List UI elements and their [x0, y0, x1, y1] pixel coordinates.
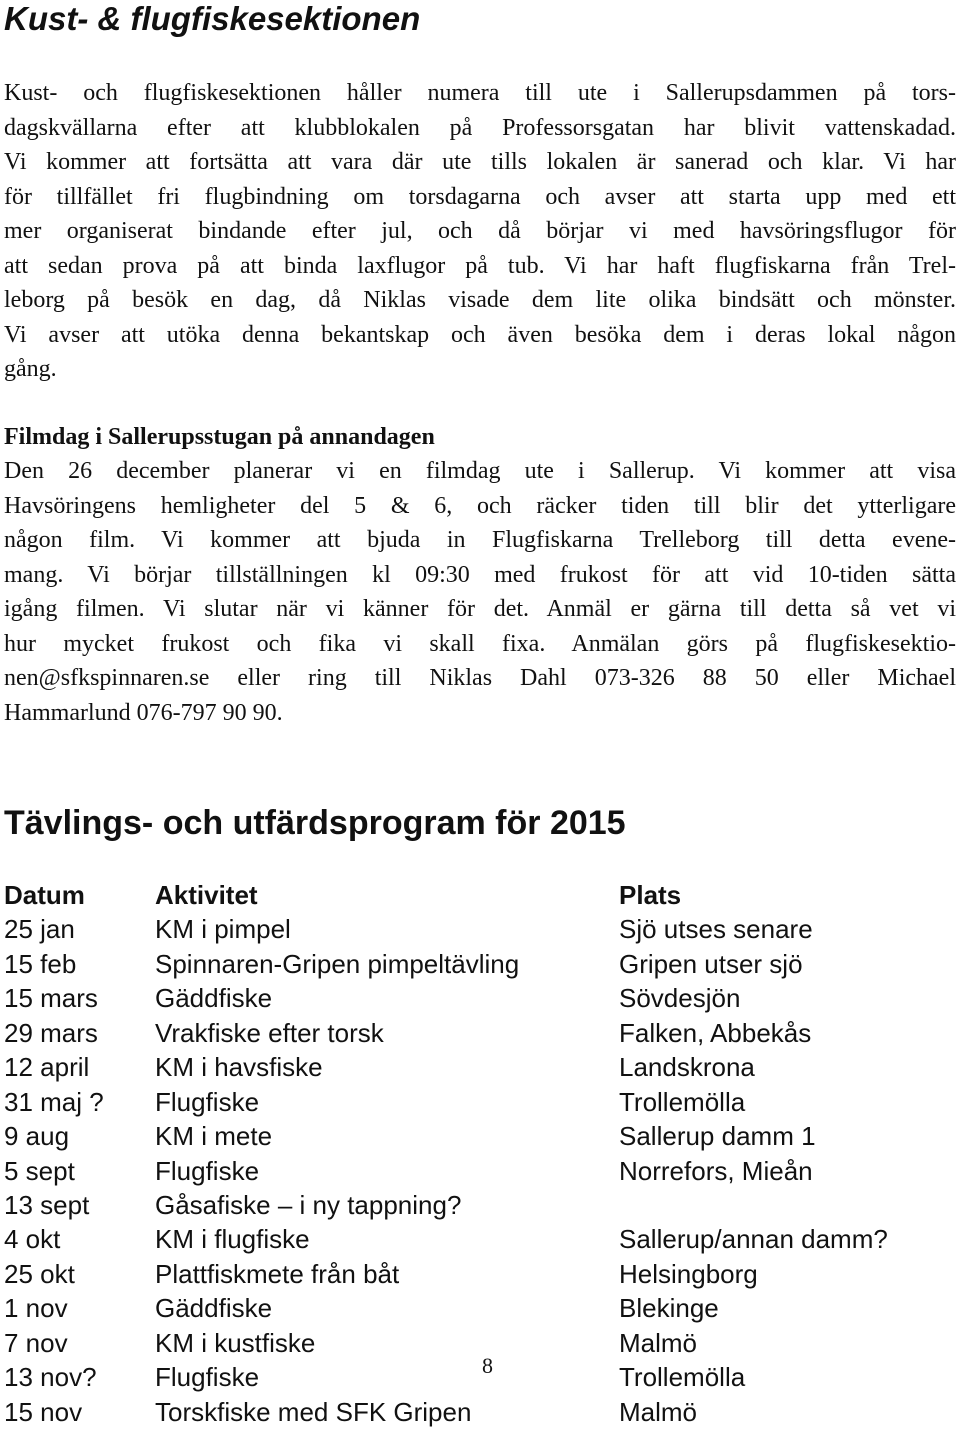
- paragraph-line: Vi avser att utöka denna bekantskap och även besöka dem i deras lokal någon: [4, 321, 956, 348]
- film-day-heading: Filmdag i Sallerupsstugan på annandagen: [4, 424, 435, 450]
- paragraph-line: gång.: [4, 356, 57, 382]
- row-activity: KM i flugfiske: [155, 1224, 310, 1255]
- row-date: 15 nov: [4, 1396, 83, 1427]
- row-place: Sövdesjön: [619, 983, 741, 1014]
- paragraph-line: Hammarlund 076-797 90 90.: [4, 699, 283, 726]
- row-activity: KM i havsfiske: [155, 1052, 323, 1083]
- row-activity: Vrakfiske efter torsk: [155, 1017, 384, 1048]
- row-date: 13 nov?: [4, 1362, 97, 1393]
- row-date: 7 nov: [4, 1327, 68, 1358]
- row-place: Norrefors, Mieån: [619, 1155, 813, 1186]
- row-date: 1 nov: [4, 1293, 68, 1324]
- row-place: Malmö: [619, 1327, 698, 1358]
- row-activity: KM i mete: [155, 1121, 273, 1152]
- row-activity: Gäddfiske: [155, 1293, 273, 1324]
- row-place: Trollemölla: [619, 1086, 746, 1117]
- row-date: 31 maj ?: [4, 1086, 104, 1117]
- row-place: Sallerup damm 1: [619, 1121, 816, 1152]
- row-date: 4 okt: [4, 1224, 61, 1255]
- page-number: 8: [482, 1353, 493, 1378]
- row-activity: KM i pimpel: [155, 914, 291, 945]
- film-day-paragraph: [4, 454, 956, 730]
- paragraph-line: dagskvällarna efter att klubblokalen på Professorsgatan har blivit vattenskadad.: [4, 114, 956, 141]
- row-date: 13 sept: [4, 1189, 90, 1220]
- paragraph-line: Kust- och flugfiskesektionen håller numera till ute i Sallerupsdammen på tors-: [4, 80, 956, 106]
- row-place: Blekinge: [619, 1293, 719, 1324]
- column-header-date: Datum: [4, 880, 85, 910]
- paragraph-line: Vi kommer att fortsätta att vara där ute tills lokalen är sanerad och klar. Vi har: [4, 149, 956, 175]
- row-activity: KM i kustfiske: [155, 1327, 316, 1358]
- paragraph-line: leborg på besök en dag, då Niklas visade dem lite olika bindsätt och mönster.: [4, 287, 956, 313]
- paragraph-line: för tillfället fri flugbindning om torsdagarna och avser att starta upp med ett: [4, 183, 956, 210]
- row-place: Landskrona: [619, 1052, 755, 1083]
- row-activity: Flugfiske: [155, 1086, 260, 1117]
- row-activity: Spinnaren-Gripen pimpeltävling: [155, 948, 520, 979]
- row-place: Gripen utser sjö: [619, 948, 803, 979]
- row-date: 9 aug: [4, 1121, 70, 1152]
- row-activity: Gåsafiske – i ny tappning?: [155, 1189, 462, 1220]
- row-place: Falken, Abbekås: [619, 1017, 812, 1048]
- row-place: Helsingborg: [619, 1258, 758, 1289]
- row-date: 5 sept: [4, 1155, 75, 1186]
- row-activity: Flugfiske: [155, 1155, 260, 1186]
- column-header-activity: Aktivitet: [155, 880, 258, 910]
- paragraph-line: mang. Vi börjar tillställningen kl 09:30 med frukost för att vid 10-tiden sätta: [4, 561, 956, 588]
- row-place: Malmö: [619, 1396, 698, 1427]
- row-date: 29 mars: [4, 1017, 98, 1048]
- row-activity: Gäddfiske: [155, 983, 273, 1014]
- paragraph-line: igång filmen. Vi slutar när vi känner för det. Anmäl er gärna till detta så vet vi: [4, 596, 956, 622]
- section-title: Kust- & flugfiskesektionen: [4, 0, 421, 37]
- row-place: Sjö utses senare: [619, 914, 813, 945]
- row-date: 15 feb: [4, 948, 77, 979]
- program-title: Tävlings- och utfärdsprogram för 2015: [4, 804, 626, 842]
- paragraph-line: Den 26 december planerar vi en filmdag ute i Sallerup. Vi kommer att visa: [4, 458, 956, 484]
- row-date: 15 mars: [4, 983, 98, 1014]
- paragraph-line: nen@sfkspinnaren.se eller ring till Niklas Dahl 073-326 88 50 eller Michael: [4, 665, 956, 691]
- paragraph-line: hur mycket frukost och fika vi skall fixa. Anmälan görs på flugfiskesektio-: [4, 630, 956, 657]
- row-activity: Plattfiskmete från båt: [155, 1258, 400, 1289]
- row-date: 25 jan: [4, 914, 75, 945]
- paragraph-line: någon film. Vi kommer att bjuda in Flugfiskarna Trelleborg till detta evene-: [4, 527, 956, 553]
- paragraph-line: mer organiserat bindande efter jul, och då börjar vi med havsöringsflugor för: [4, 218, 956, 244]
- row-date: 12 april: [4, 1052, 90, 1083]
- row-place: Sallerup/annan damm?: [619, 1224, 888, 1255]
- row-activity: Torskfiske med SFK Gripen: [155, 1396, 472, 1427]
- row-date: 25 okt: [4, 1258, 75, 1289]
- row-activity: Flugfiske: [155, 1362, 260, 1393]
- paragraph-line: att sedan prova på att binda laxflugor på tub. Vi har haft flugfiskarna från Trel-: [4, 252, 956, 279]
- row-place: Trollemölla: [619, 1362, 746, 1393]
- paragraph-line: Havsöringens hemligheter del 5 & 6, och räcker tiden till blir det ytterligare: [4, 492, 956, 519]
- intro-paragraph: [4, 76, 956, 387]
- column-header-place: Plats: [619, 880, 682, 910]
